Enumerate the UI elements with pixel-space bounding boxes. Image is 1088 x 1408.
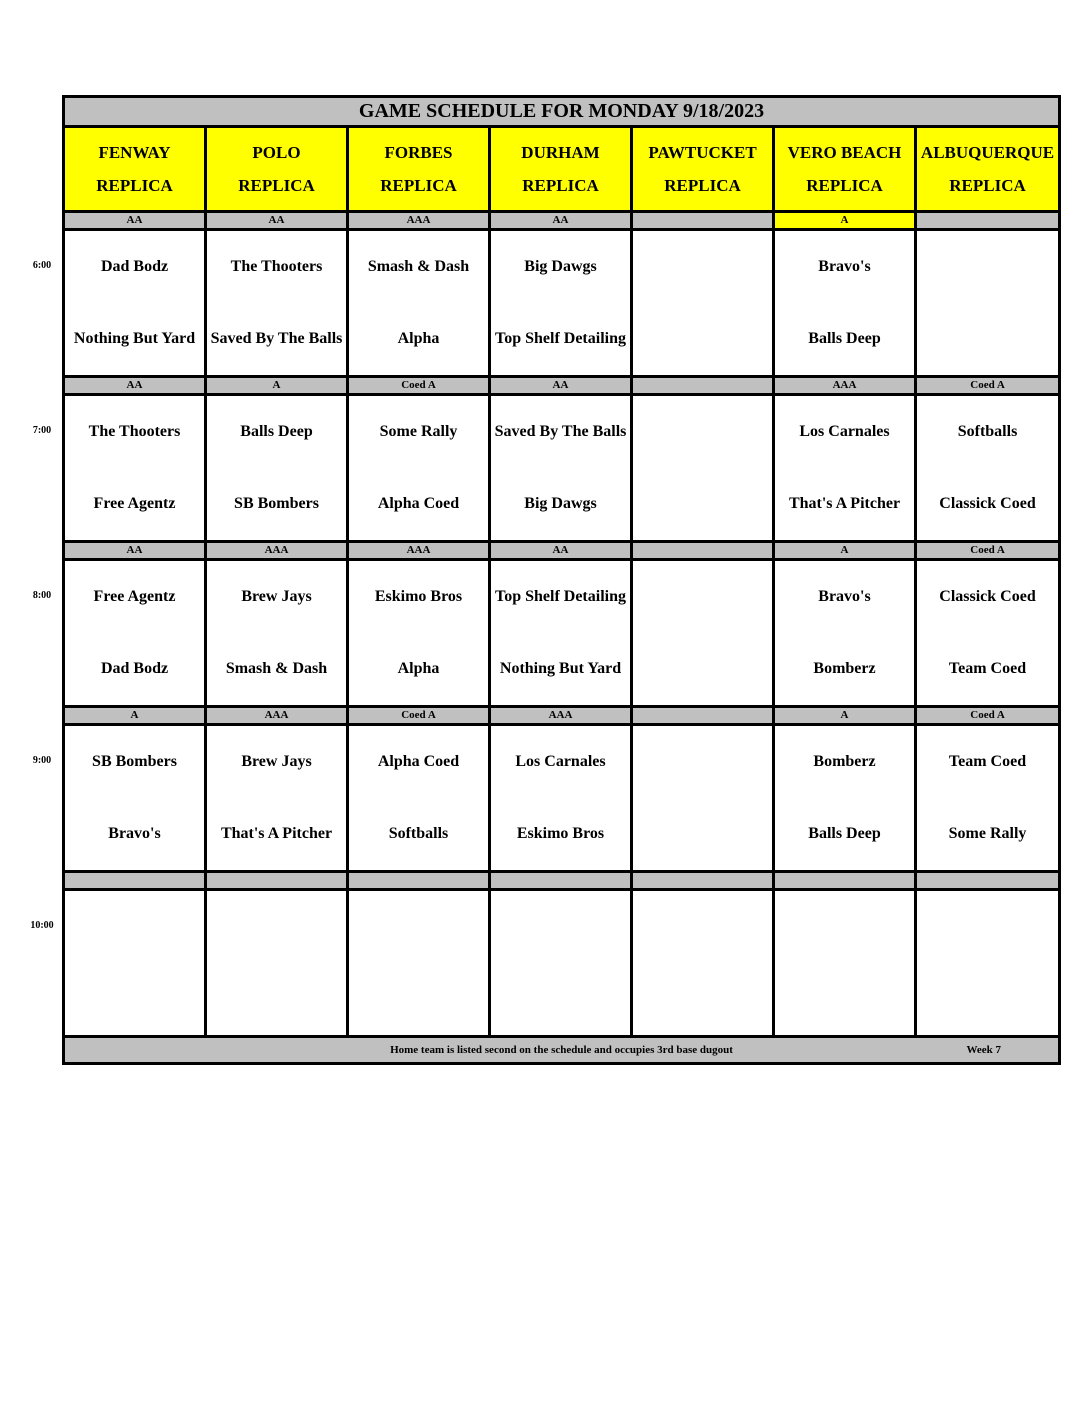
game-cell	[206, 395, 348, 542]
away-team: Saved By The Balls	[494, 423, 627, 440]
away-team: Bravo's	[818, 258, 871, 275]
home-team: Balls Deep	[808, 825, 881, 842]
home-team: That's A Pitcher	[220, 825, 333, 842]
game-cell	[206, 890, 348, 1037]
home-team	[633, 303, 772, 375]
week-label: Week 7	[966, 1044, 1002, 1056]
level-cell	[348, 872, 490, 890]
away-team: Brew Jays	[241, 753, 312, 770]
field-name: FORBES	[384, 143, 453, 162]
time-label: 6:00	[32, 260, 52, 271]
footer-cell	[64, 1037, 1060, 1064]
away-team: Big Dawgs	[524, 258, 597, 275]
field-subtitle: REPLICA	[664, 176, 741, 195]
home-team: Smash & Dash	[225, 660, 328, 677]
schedule-title: GAME SCHEDULE FOR MONDAY 9/18/2023	[64, 97, 1060, 127]
schedule-table	[62, 95, 1061, 1065]
level-cell	[774, 872, 916, 890]
game-cell	[64, 395, 206, 542]
field-subtitle: REPLICA	[949, 176, 1026, 195]
away-team	[775, 891, 914, 963]
game-cell	[632, 725, 774, 872]
level-cell: Coed A	[916, 377, 1060, 395]
level-row	[64, 542, 1060, 560]
home-team	[633, 798, 772, 870]
away-team: Softballs	[957, 423, 1018, 440]
away-team: Los Carnales	[799, 423, 890, 440]
game-cell	[916, 890, 1060, 1037]
level-cell: A	[774, 212, 916, 230]
away-team: Eskimo Bros	[374, 588, 463, 605]
away-team	[633, 561, 772, 633]
level-row	[64, 872, 1060, 890]
games-row	[64, 890, 1060, 1037]
game-cell	[632, 395, 774, 542]
games-row	[64, 560, 1060, 707]
home-team	[633, 633, 772, 705]
level-cell	[64, 872, 206, 890]
field-subtitle: REPLICA	[380, 176, 457, 195]
field-header	[490, 127, 632, 212]
home-team: Big Dawgs	[524, 495, 597, 512]
game-cell	[64, 890, 206, 1037]
away-team: Brew Jays	[241, 588, 312, 605]
game-cell	[490, 725, 632, 872]
away-team	[633, 726, 772, 798]
away-team	[633, 231, 772, 303]
level-cell: AA	[490, 377, 632, 395]
game-cell	[774, 725, 916, 872]
level-row	[64, 212, 1060, 230]
game-cell	[774, 230, 916, 377]
level-cell: A	[64, 707, 206, 725]
level-cell: A	[774, 542, 916, 560]
away-team: Bomberz	[813, 753, 876, 770]
field-name: ALBUQUERQUE	[920, 143, 1055, 162]
field-header	[632, 127, 774, 212]
away-team	[491, 891, 630, 963]
level-cell: A	[774, 707, 916, 725]
game-cell	[916, 395, 1060, 542]
level-cell: AA	[490, 542, 632, 560]
level-cell	[916, 212, 1060, 230]
away-team: The Thooters	[88, 423, 181, 440]
games-row	[64, 395, 1060, 542]
field-header	[916, 127, 1060, 212]
away-team: Bravo's	[818, 588, 871, 605]
home-team	[207, 963, 346, 1035]
away-team: Some Rally	[379, 423, 458, 440]
home-team	[775, 963, 914, 1035]
away-team: Classick Coed	[939, 588, 1036, 605]
away-team: Team Coed	[948, 753, 1027, 770]
away-team	[917, 231, 1058, 303]
game-cell	[632, 890, 774, 1037]
home-team: Eskimo Bros	[516, 825, 605, 842]
game-cell	[348, 890, 490, 1037]
home-team: Alpha	[397, 330, 440, 347]
away-team: Smash & Dash	[367, 258, 470, 275]
home-team: Balls Deep	[808, 330, 881, 347]
level-cell: Coed A	[916, 707, 1060, 725]
field-subtitle: REPLICA	[96, 176, 173, 195]
time-label: 8:00	[32, 590, 52, 601]
home-team: Free Agentz	[93, 495, 176, 512]
field-header	[64, 127, 206, 212]
away-team: Dad Bodz	[100, 258, 169, 275]
field-name: FENWAY	[98, 143, 171, 162]
home-team: Team Coed	[948, 660, 1027, 677]
level-row	[64, 707, 1060, 725]
away-team: The Thooters	[230, 258, 323, 275]
game-cell	[64, 560, 206, 707]
field-header	[348, 127, 490, 212]
footer-note: Home team is listed second on the schedule and occupies 3rd base dugout	[390, 1044, 733, 1056]
away-team: Alpha Coed	[377, 753, 460, 770]
game-cell	[206, 560, 348, 707]
level-cell: AAA	[348, 212, 490, 230]
game-cell	[916, 230, 1060, 377]
level-cell: Coed A	[916, 542, 1060, 560]
field-name: VERO BEACH	[787, 143, 902, 162]
home-team: Top Shelf Detailing	[495, 330, 626, 347]
away-team	[633, 891, 772, 963]
game-cell	[490, 230, 632, 377]
level-cell: AA	[64, 377, 206, 395]
home-team	[491, 963, 630, 1035]
games-row	[64, 230, 1060, 377]
field-subtitle: REPLICA	[522, 176, 599, 195]
home-team: Bravo's	[108, 825, 161, 842]
game-cell	[490, 560, 632, 707]
away-team: Balls Deep	[240, 423, 313, 440]
game-cell	[774, 395, 916, 542]
level-cell: AAA	[348, 542, 490, 560]
home-team: That's A Pitcher	[788, 495, 901, 512]
game-cell	[916, 725, 1060, 872]
level-cell: Coed A	[348, 377, 490, 395]
away-team: Free Agentz	[93, 588, 176, 605]
field-name: PAWTUCKET	[648, 143, 757, 162]
level-cell: AA	[206, 212, 348, 230]
level-cell: AA	[64, 542, 206, 560]
home-team	[65, 963, 204, 1035]
level-cell	[206, 872, 348, 890]
level-cell: Coed A	[348, 707, 490, 725]
game-cell	[490, 890, 632, 1037]
level-row	[64, 377, 1060, 395]
home-team: Alpha Coed	[377, 495, 460, 512]
level-cell: AAA	[490, 707, 632, 725]
game-cell	[632, 560, 774, 707]
home-team: Alpha	[397, 660, 440, 677]
level-cell	[490, 872, 632, 890]
game-cell	[206, 230, 348, 377]
game-cell	[348, 560, 490, 707]
field-header-row	[64, 127, 1060, 212]
home-team: Dad Bodz	[100, 660, 169, 677]
games-row	[64, 725, 1060, 872]
home-team	[633, 963, 772, 1035]
level-cell	[916, 872, 1060, 890]
game-cell	[490, 395, 632, 542]
away-team	[633, 396, 772, 468]
level-cell: AAA	[774, 377, 916, 395]
home-team: SB Bombers	[234, 495, 319, 512]
level-cell: AA	[490, 212, 632, 230]
game-cell	[632, 230, 774, 377]
away-team	[349, 891, 488, 963]
field-header	[774, 127, 916, 212]
time-label: 9:00	[32, 755, 52, 766]
field-name: POLO	[252, 143, 301, 162]
game-cell	[64, 230, 206, 377]
level-cell	[632, 377, 774, 395]
home-team: Classick Coed	[939, 495, 1036, 512]
game-cell	[348, 725, 490, 872]
time-label: 7:00	[32, 425, 52, 436]
level-cell	[632, 707, 774, 725]
time-label: 10:00	[30, 920, 54, 931]
game-cell	[774, 560, 916, 707]
home-team: Bomberz	[813, 660, 876, 677]
home-team	[633, 468, 772, 540]
game-cell	[774, 890, 916, 1037]
home-team: Nothing But Yard	[73, 330, 196, 347]
footer-row	[64, 1037, 1060, 1064]
game-cell	[64, 725, 206, 872]
game-cell	[348, 395, 490, 542]
home-team: Nothing But Yard	[499, 660, 622, 677]
level-cell: A	[206, 377, 348, 395]
field-header	[206, 127, 348, 212]
away-team	[207, 891, 346, 963]
home-team: Softballs	[388, 825, 449, 842]
away-team: Los Carnales	[515, 753, 606, 770]
level-cell: AA	[64, 212, 206, 230]
level-cell: AAA	[206, 707, 348, 725]
home-team: Saved By The Balls	[210, 330, 343, 347]
level-cell	[632, 872, 774, 890]
away-team: Top Shelf Detailing	[495, 588, 626, 605]
away-team: SB Bombers	[92, 753, 177, 770]
game-cell	[916, 560, 1060, 707]
home-team	[917, 963, 1058, 1035]
game-cell	[348, 230, 490, 377]
field-subtitle: REPLICA	[806, 176, 883, 195]
level-cell: AAA	[206, 542, 348, 560]
home-team: Some Rally	[948, 825, 1027, 842]
away-team	[917, 891, 1058, 963]
home-team	[917, 303, 1058, 375]
home-team	[349, 963, 488, 1035]
level-cell	[632, 212, 774, 230]
field-subtitle: REPLICA	[238, 176, 315, 195]
away-team	[65, 891, 204, 963]
field-name: DURHAM	[521, 143, 600, 162]
game-cell	[206, 725, 348, 872]
level-cell	[632, 542, 774, 560]
